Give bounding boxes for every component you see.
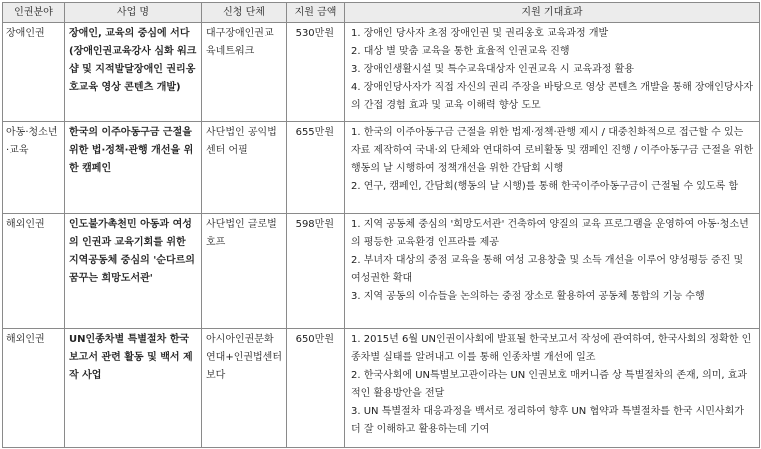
cell-project: UN인종차별 특별절차 한국보고서 관련 활동 및 백서 제작 사업 [65, 329, 202, 448]
cell-effects [345, 214, 760, 329]
effect-item: 2. 대상 별 맞춤 교육을 통한 효율적 인권교육 진행 [351, 46, 570, 57]
header-amount: 지원 금액 [287, 3, 345, 23]
table-row [3, 122, 760, 214]
cell-area: 해외인권 [3, 329, 65, 448]
effect-item: 1. 2015년 6월 UN인권이사회에 발표될 한국보고서 작성에 관여하여, 한국사회의 정확한 인종차별 실태를 알려내고 이를 통해 인종차별 개선에 일조 [351, 334, 752, 363]
cell-area: 아동·청소년·교육 [3, 122, 65, 214]
table-header-row [3, 3, 760, 23]
cell-applicant: 아시아인권문화연대+인권법센터 보다 [202, 329, 287, 448]
effect-item: 3. 장애인생활시설 및 특수교육대상자 인권교육 시 교육과정 활용 [351, 64, 634, 75]
cell-amount: 650만원 [287, 329, 345, 448]
table-row [3, 329, 760, 448]
effect-item: 2. 부녀자 대상의 중점 교육을 통해 여성 고용창출 및 소득 개선을 이루어 양성평등 증진 및 여성권한 확대 [351, 255, 744, 284]
table-row [3, 23, 760, 122]
cell-applicant: 대구장애인권교육네트워크 [202, 23, 287, 122]
header-project: 사업 명 [65, 3, 202, 23]
header-effects: 지원 기대효과 [345, 3, 760, 23]
cell-effects [345, 122, 760, 214]
cell-area: 해외인권 [3, 214, 65, 329]
effect-item: 3. 지역 공동의 이슈들을 논의하는 중점 장소로 활용하여 공동체 통합의 기능 수행 [351, 291, 705, 302]
cell-effects [345, 23, 760, 122]
effect-item: 4. 장애인당사자가 직접 자신의 권리 주장을 바탕으로 영상 콘텐츠 개발을 통해 장애인당사자의 간접 경험 효과 및 교육 이해력 향상 도모 [351, 82, 753, 111]
table-row [3, 214, 760, 329]
cell-project: 인도불가촉천민 아동과 여성의 인권과 교육기회를 위한 지역공동체 중심의 '순다르의 꿈꾸는 희망도서관' [65, 214, 202, 329]
grant-table [2, 2, 760, 448]
effect-item: 1. 지역 공동체 중심의 '희망도서관' 건축하여 양질의 교육 프로그램을 운영하여 아동·청소년의 평등한 교육환경 인프라를 제공 [351, 219, 749, 248]
cell-project: 한국의 이주아동구금 근절을 위한 법·정책·관행 개선을 위한 캠페인 [65, 122, 202, 214]
cell-amount: 598만원 [287, 214, 345, 329]
cell-project: 장애인, 교육의 중심에 서다(장애인권교육강사 심화 워크샵 및 지적발달장애인 권리옹호교육 영상 콘텐츠 개발) [65, 23, 202, 122]
header-area: 인권분야 [3, 3, 65, 23]
cell-applicant: 사단법인 글로벌호프 [202, 214, 287, 329]
cell-applicant: 사단법인 공익법센터 어필 [202, 122, 287, 214]
effect-item: 2. 한국사회에 UN특별보고관이라는 UN 인권보호 매커니즘 상 특별절차의 존재, 의미, 효과적인 활용방안을 전달 [351, 370, 748, 399]
cell-amount: 655만원 [287, 122, 345, 214]
cell-effects [345, 329, 760, 448]
effect-item: 3. UN 특별절차 대응과정을 백서로 정리하여 향후 UN 협약과 특별절차를 한국 시민사회가 더 잘 이해하고 활용하는데 기여 [351, 406, 744, 435]
effect-item: 2. 연구, 캠페인, 간담회(행동의 날 시행)를 통해 한국이주아동구금이 근절될 수 있도록 함 [351, 181, 739, 192]
cell-amount: 530만원 [287, 23, 345, 122]
header-applicant: 신청 단체 [202, 3, 287, 23]
effect-item: 1. 한국의 이주아동구금 근절을 위한 법제·정책·관행 제시 / 대중친화적으로 접근할 수 있는 자료 제작하여 국내·외 단체와 연대하여 로비활동 및 캠페인 진행 / 이주아동구금 근절을 위한 행동의 날 시행하여 정책개선을 위한 간담회 시행 [351, 127, 754, 174]
cell-area: 장애인권 [3, 23, 65, 122]
effect-item: 1. 장애인 당사자 초점 장애인권 및 권리옹호 교육과정 개발 [351, 28, 609, 39]
